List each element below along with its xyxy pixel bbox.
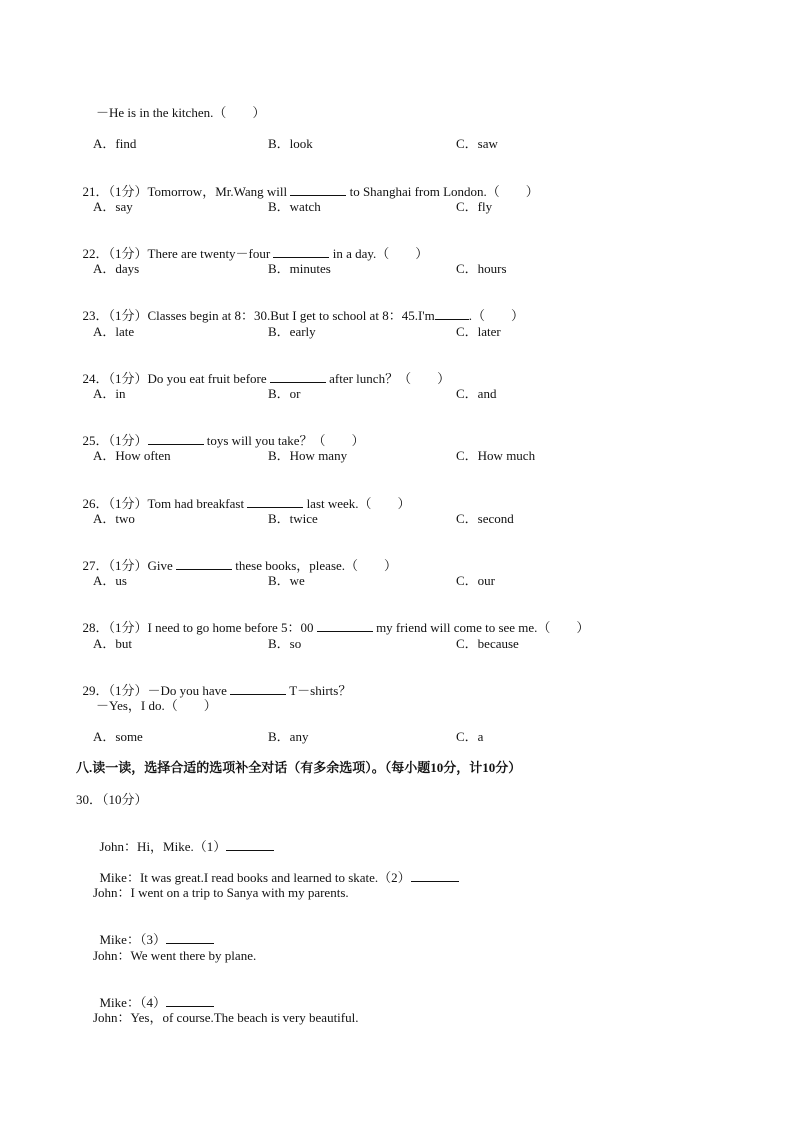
dialogue-line-6 <box>93 976 214 1011</box>
q29-stem-end: T－shirts？ <box>286 683 352 698</box>
q29-stem-start: 29．（1分）－Do you have <box>82 683 231 698</box>
dialogue-line-7: John：Yes，of course.The beach is very beautiful. <box>93 1010 359 1025</box>
q29-option-c[interactable]: C．a <box>456 729 484 744</box>
q25-stem-end: toys will you take？（ ） <box>203 433 365 448</box>
q27-stem-end: these books，please.（ ） <box>232 558 398 573</box>
question-26 <box>76 477 411 512</box>
question-25 <box>76 414 365 449</box>
q27-option-c[interactable]: C．our <box>456 573 496 588</box>
q21-stem-end: to Shanghai from London.（ ） <box>346 184 539 199</box>
question-23 <box>76 289 524 324</box>
q22-blank[interactable] <box>273 245 329 258</box>
q26-option-a[interactable]: A．two <box>93 511 135 526</box>
q21-option-b[interactable]: B．watch <box>268 199 321 214</box>
q29-answer-line: －Yes，I do.（ ） <box>96 698 217 713</box>
q24-blank[interactable] <box>270 370 326 383</box>
question-20-answer-line: －He is in the kitchen.（ ） <box>96 105 266 120</box>
q25-option-b[interactable]: B．How many <box>268 448 348 463</box>
q26-option-b[interactable]: B．twice <box>268 511 318 526</box>
q21-option-c[interactable]: C．fly <box>456 199 493 214</box>
dialogue-line-6-text: Mike：（4） <box>99 995 166 1010</box>
dialogue-blank-3[interactable] <box>166 931 214 944</box>
q26-stem-end: last week.（ ） <box>303 496 411 511</box>
q25-blank[interactable] <box>148 432 204 445</box>
q21-option-a[interactable]: A．say <box>93 199 133 214</box>
q22-stem-start: 22．（1分）There are twenty－four <box>82 246 274 261</box>
q25-stem-start: 25．（1分） <box>82 433 148 448</box>
dialogue-blank-2[interactable] <box>411 869 459 882</box>
dialogue-line-5: John：We went there by plane. <box>93 948 257 963</box>
dialogue-line-4-text: Mike：（3） <box>99 932 166 947</box>
question-28 <box>76 601 589 636</box>
q28-option-b[interactable]: B．so <box>268 636 302 651</box>
q22-stem-end: in a day.（ ） <box>329 246 429 261</box>
q24-stem-start: 24．（1分）Do you eat fruit before <box>82 371 270 386</box>
question-27 <box>76 539 397 574</box>
q26-stem-start: 26．（1分）Tom had breakfast <box>82 496 248 511</box>
q26-blank[interactable] <box>247 495 303 508</box>
q23-blank[interactable] <box>435 307 469 320</box>
q28-blank[interactable] <box>317 619 373 632</box>
q27-stem-start: 27．（1分）Give <box>82 558 177 573</box>
dialogue-line-3: John：I went on a trip to Sanya with my parents. <box>93 885 349 900</box>
q28-option-a[interactable]: A．but <box>93 636 133 651</box>
dialogue-line-1 <box>93 820 274 855</box>
q29-option-b[interactable]: B．any <box>268 729 309 744</box>
q22-option-a[interactable]: A．days <box>93 261 140 276</box>
q23-option-a[interactable]: A．late <box>93 324 135 339</box>
q22-option-b[interactable]: B．minutes <box>268 261 331 276</box>
dialogue-line-2 <box>93 851 459 886</box>
q25-option-a[interactable]: A．How often <box>93 448 171 463</box>
q29-blank[interactable] <box>230 682 286 695</box>
dialogue-blank-1[interactable] <box>226 838 274 851</box>
q22-option-c[interactable]: C．hours <box>456 261 507 276</box>
q27-option-b[interactable]: B．we <box>268 573 305 588</box>
dialogue-line-1-text: John：Hi，Mike.（1） <box>99 839 227 854</box>
q23-option-c[interactable]: C．later <box>456 324 501 339</box>
q25-option-c[interactable]: C．How much <box>456 448 536 463</box>
question-21 <box>76 165 539 200</box>
question-30-number: 30．（10分） <box>76 792 148 807</box>
q26-option-c[interactable]: C．second <box>456 511 514 526</box>
q24-option-a[interactable]: A．in <box>93 386 126 401</box>
q28-stem-start: 28．（1分）I need to go home before 5：00 <box>82 620 317 635</box>
q20-option-c[interactable]: C．saw <box>456 136 498 151</box>
dialogue-line-2-text: Mike：It was great.I read books and learned to skate.（2） <box>99 870 411 885</box>
q27-blank[interactable] <box>176 557 232 570</box>
q28-option-c[interactable]: C．because <box>456 636 519 651</box>
q21-blank[interactable] <box>290 183 346 196</box>
q20-option-b[interactable]: B．look <box>268 136 313 151</box>
section-8-heading: 八.读一读，选择合适的选项补全对话（有多余选项）。（每小题10分，计10分） <box>76 760 522 775</box>
question-22 <box>76 227 428 262</box>
q24-option-b[interactable]: B．or <box>268 386 301 401</box>
q23-stem-start: 23．（1分）Classes begin at 8：30.But I get to school at 8：45.I'm <box>82 308 435 323</box>
q23-option-b[interactable]: B．early <box>268 324 316 339</box>
q29-option-a[interactable]: A．some <box>93 729 143 744</box>
question-29 <box>76 664 351 699</box>
q21-stem-start: 21．（1分）Tomorrow，Mr.Wang will <box>82 184 291 199</box>
q23-stem-end: .（ ） <box>468 308 524 323</box>
q24-stem-end: after lunch？（ ） <box>325 371 451 386</box>
q20-option-a[interactable]: A．find <box>93 136 137 151</box>
q28-stem-end: my friend will come to see me.（ ） <box>372 620 590 635</box>
question-24 <box>76 352 450 387</box>
dialogue-line-4 <box>93 913 214 948</box>
q24-option-c[interactable]: C．and <box>456 386 497 401</box>
q27-option-a[interactable]: A．us <box>93 573 127 588</box>
dialogue-blank-4[interactable] <box>166 994 214 1007</box>
